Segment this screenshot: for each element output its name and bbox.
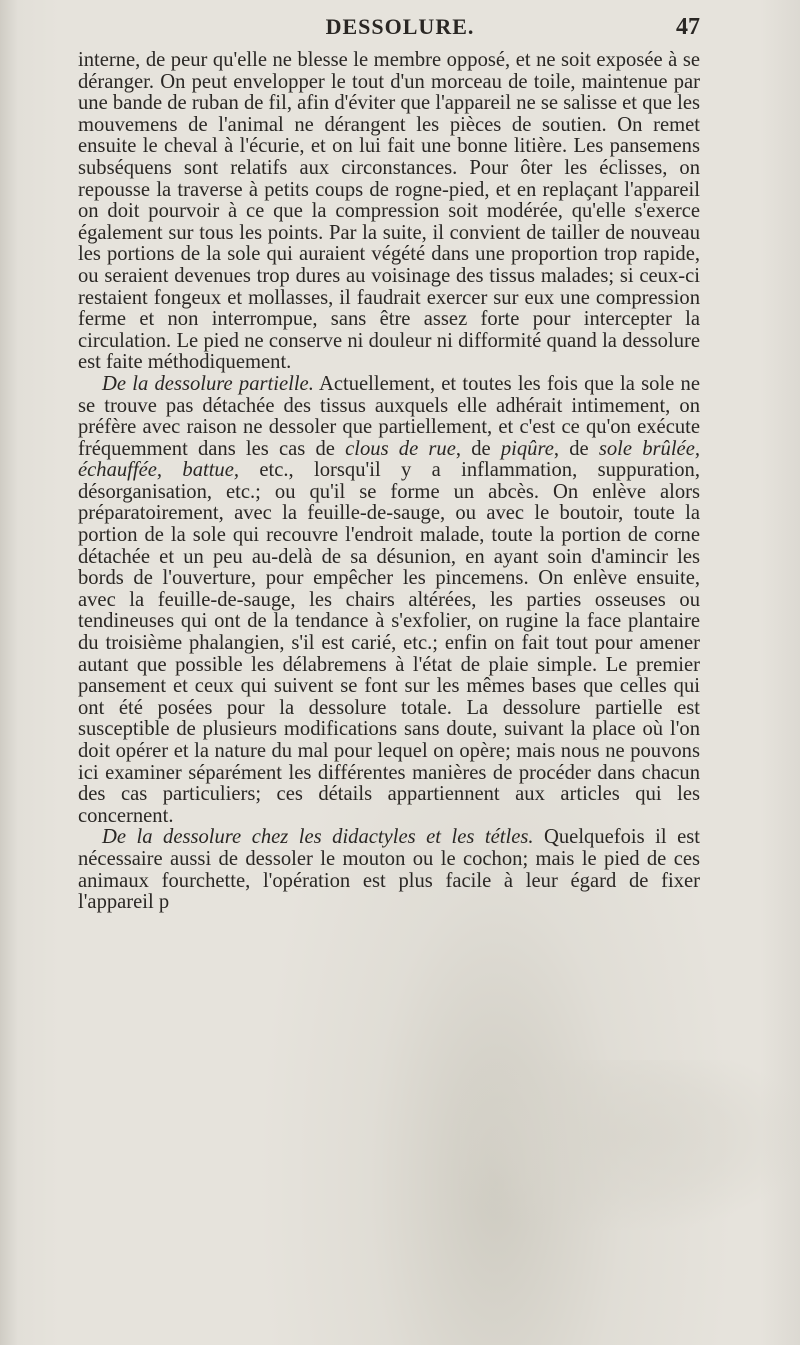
body-text <box>78 50 700 914</box>
paragraph-text: Quelquefois il est nécessaire aussi de dessoler le mouton ou le cochon; mais le pied de ces animaux fourchette, l'opération est plus facile à leur égard de fixer l'appareil p <box>78 826 700 914</box>
term-clous-de-rue: clous de rue <box>345 437 456 460</box>
paragraph-text: etc., lorsqu'il y a inflammation, suppuration, désorganisation, etc.; ou qu'il se forme un abcès. On enlève alors préparatoirement, avec la feuille-de-sauge, ou avec le boutoir, toute la portion de la sole qui recouvre l'endroit malade, toute la portion de corne détachée et un peu au-delà de sa désunion, en ayant soin d'amincir les bords de l'ouverture, pour empêcher les pincemens. On enlève ensuite, avec la feuille-de-sauge, les chairs altérées, les parties osseuses ou tendineuses qui ont de la tendance à s'exfolier, on rugine la face plantaire du troisième phalangien, s'il est carié, etc.; enfin on fait tout pour amener autant que possible les délabremens à l'état de plaie simple. Le premier pansement et ceux qui suivent se font sur les mêmes bases que celles qui ont été posées pour la dessolure totale. La dessolure partielle est susceptible de plusieurs modifications sans doute, suivant la place où l'on doit opérer et la nature du mal pour lequel on opère; mais nous ne pouvons ici examiner séparément les différentes manières de procéder dans chacun des cas particuliers; ces détails appartiennent aux articles qui les concernent. <box>78 459 700 827</box>
paragraph-text: Actuellement, et toutes les fois que la sole ne se trouve pas détachée des tissus auxquels elle adhérait intimement, on préfère avec raison ne dessoler que partiellement, et c'est ce qu'on exécute fréquemment dans les cas de <box>78 372 700 460</box>
running-title: DESSOLURE. <box>325 14 475 39</box>
page-number: 47 <box>676 14 700 40</box>
section-heading-didactyles: De la dessolure chez les didactyles et les tét <box>102 826 506 849</box>
section-heading-partial: De la dessolure partielle. <box>102 372 314 395</box>
separator: , de <box>553 437 599 460</box>
paragraph-partial-dessolure <box>78 374 700 827</box>
paper-stain <box>460 1060 800 1230</box>
paragraph-total-dessolure-end: interne, de peur qu'elle ne blesse le membre opposé, et ne soit exposée à se déranger. On peut envelopper le tout d'un morceau de toile, maintenue par une bande de ruban de fil, afin d'éviter que l'appareil ne se salisse et que les mouvemens de l'animal ne dérangent les pièces de soutien. On remet ensuite le cheval à l'écurie, et on lui fait une bonne litière. Les pansemens subséquens sont relatifs aux circonstances. Pour ôter les éclisses, on repousse la traverse à petits coups de rogne-pied, et en replaçant l'appareil on doit pourvoir à ce que la compression soit modérée, qu'elle s'exerce également sur tous les points. Par la suite, il convient de tailler de nouveau les portions de la sole qui auraient végété dans une proportion trop rapide, ou seraient devenues trop dures au voisinage des tissus malades; si ceux-ci restaient fongeux et mollasses, il faudrait exercer sur eux une compression ferme et non interrompue, sans être assez forte pour intercepter la circulation. Le pied ne conserve ni douleur ni difformité quand la dessolure est faite méthodiquement. <box>78 49 700 374</box>
term-piqure: piqûre <box>500 437 554 460</box>
separator: , de <box>455 437 501 460</box>
paragraph-didactyles <box>78 827 700 913</box>
section-heading-didactyles-end: les. <box>505 826 534 849</box>
page-header <box>0 14 800 46</box>
term-sole-brulee: sole brûlée, échauffée, battue, <box>78 437 700 482</box>
